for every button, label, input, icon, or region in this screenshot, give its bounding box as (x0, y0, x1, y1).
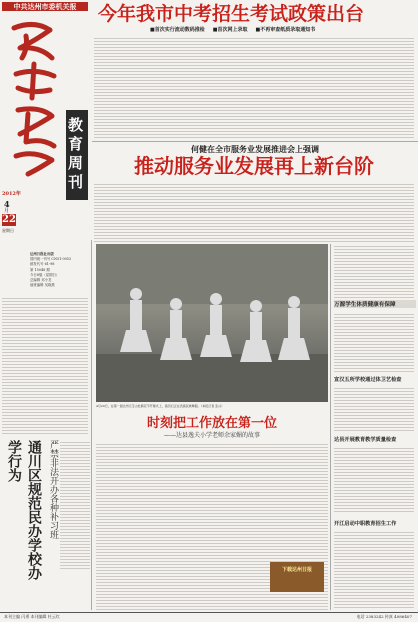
top-subheads (150, 27, 390, 33)
top-story-body (94, 36, 414, 140)
ad-box (270, 562, 324, 592)
date-month: 4 (4, 199, 10, 209)
right-item: 万源学生体质健康有保障 (334, 300, 416, 308)
left-story-body-2 (60, 440, 90, 570)
photo-caption: 4月20日，在第一届达州元宝山杜鹃花节开幕式上，演员们正在表演民族舞蹈。（本报记者 张兴） (96, 404, 225, 408)
left-story-body (2, 296, 88, 434)
right-body-5 (334, 530, 414, 610)
info-line: 邮发代号 61-98 (30, 262, 55, 267)
right-body-2 (334, 312, 414, 374)
left-subhead: 严禁非法开办各种补习班 (48, 440, 58, 539)
feature-headline: 时刻把工作放在第一位 (146, 416, 277, 431)
lead-kicker: 何健在全市服务业发展推进会上强调 (191, 144, 319, 154)
masthead-info (30, 252, 86, 288)
right-body-4 (334, 446, 414, 514)
info-line: 国内统一刊号 CN51-0053 (30, 257, 72, 262)
top-sub: ■不再审查纸质录取通知书 (255, 27, 316, 33)
date-day: 22 (2, 214, 16, 225)
left-headline: 通川区规范民办学校办学行为 (6, 440, 42, 580)
masthead-logo (6, 18, 64, 178)
info-line: 总编辑 邓小龙 (30, 278, 52, 283)
right-body-1 (334, 244, 414, 300)
top-headline: 今年我市中考招生考试政策出台 (98, 3, 365, 25)
date-weekday: 星期日 (2, 228, 14, 233)
organ-name: 中共达州市委机关报 (2, 2, 88, 11)
lead-story-body (94, 182, 414, 242)
info-line: 达州日报社出版 (30, 252, 54, 256)
date-year: 2012年 (2, 191, 21, 197)
date-month-unit: 月 (4, 208, 10, 214)
footer-left: 本刊主编 闪勇 本刊编辑 杜云红 (4, 614, 60, 619)
right-item: 开江启动中职教育招生工作 (334, 521, 397, 527)
top-sub: ■首次网上录取 (212, 27, 248, 33)
top-sub: ■首次实行流动数码推检 (150, 27, 205, 33)
info-line: 值班编辑 吴晓燕 (30, 283, 55, 288)
right-body-3 (334, 386, 414, 432)
section-title: 教育周刊 (68, 116, 84, 191)
right-item: 达县开展教育教学质量检查 (334, 437, 397, 443)
right-item: 宣汉五所学校通过体卫艺检查 (334, 377, 402, 383)
info-line: 第 15048 期 (30, 267, 50, 272)
lead-headline: 推动服务业发展再上新台阶 (134, 154, 374, 178)
feature-subhead: ——达县逸夫小学老师余家媚的故事 (163, 432, 260, 439)
footer-right: 电话 2383242 传真 4086407 (356, 614, 412, 619)
info-line: 今日8版（星期日） (30, 272, 60, 277)
ad-label: 下载达州日报 (281, 567, 312, 573)
event-photo (96, 244, 328, 402)
